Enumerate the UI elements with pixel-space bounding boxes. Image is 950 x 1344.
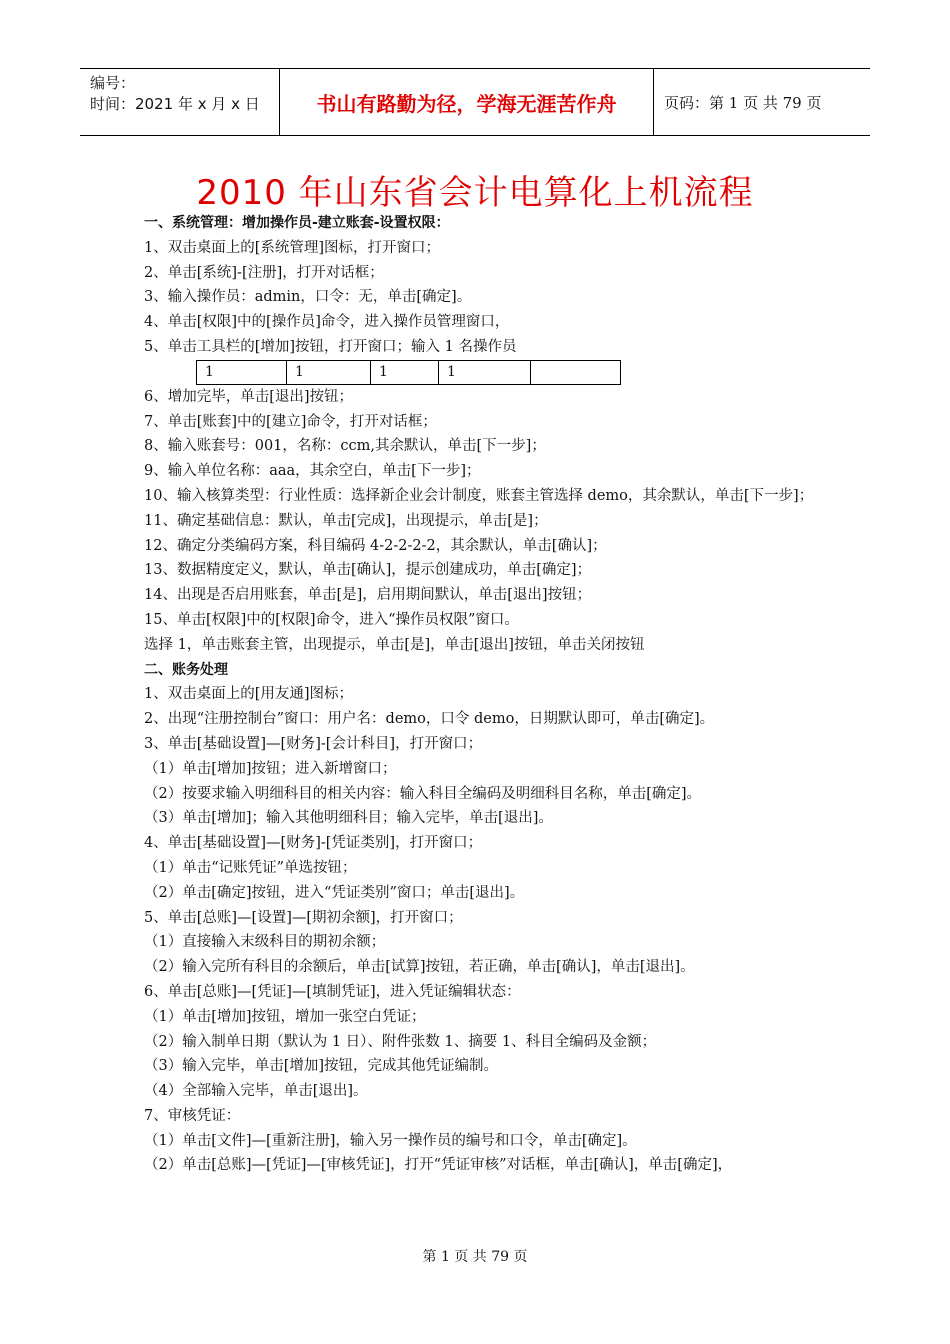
step-line: 1、双击桌面上的[系统管理]图标，打开窗口；	[144, 239, 441, 256]
step-line: （1）直接输入末级科目的期初余额；	[144, 934, 386, 951]
section1-steps-c	[144, 509, 824, 658]
step-line: 14、出现是否启用账套，单击[是]，启用期间默认，单击[退出]按钮；	[144, 587, 592, 604]
step-line: （1）单击[增加]按钮；进入新增窗口；	[144, 760, 397, 777]
step-line: 5、单击工具栏的[增加]按钮，打开窗口；输入 1 名操作员	[144, 338, 517, 355]
operator-table-cell: 1	[287, 360, 371, 384]
step-line: 4、单击[权限]中的[操作员]命令，进入操作员管理窗口，	[144, 314, 510, 331]
step-line: 5、单击[总账]—[设置]—[期初余额]，打开窗口；	[144, 909, 463, 926]
step-line: （2）单击[总账]—[凭证]—[审核凭证]，打开“凭证审核”对话框，单击[确认]，单击[确定]，	[144, 1157, 733, 1174]
step-line: 选择 1，单击账套主管，出现提示，单击[是]，单击[退出]按钮，单击关闭按钮	[144, 636, 645, 653]
step-line: （1）单击“记账凭证”单选按钮；	[144, 859, 357, 876]
step-line: 12、确定分类编码方案，科目编码 4-2-2-2-2，其余默认，单击[确认]；	[144, 537, 607, 554]
step-line: 11、确定基础信息：默认，单击[完成]，出现提示，单击[是]；	[144, 512, 548, 529]
step-line: 6、增加完毕，单击[退出]按钮；	[144, 388, 354, 405]
step-line: 8、输入账套号：001，名称：ccm,其余默认，单击[下一步]；	[144, 438, 546, 455]
step-line: 15、单击[权限]中的[权限]命令，进入“操作员权限”窗口。	[144, 611, 519, 628]
document-body	[144, 211, 824, 1178]
operator-table	[196, 360, 621, 385]
step-line: （4）全部输入完毕，单击[退出]。	[144, 1083, 368, 1100]
step-line: 9、输入单位名称：aaa，其余空白，单击[下一步]；	[144, 463, 481, 480]
section1-steps-b	[144, 385, 824, 484]
step-line: （2）输入完所有科目的余额后，单击[试算]按钮，若正确，单击[确认]，单击[退出]。	[144, 959, 695, 976]
step-line: 4、单击[基础设置]—[财务]-[凭证类别]，打开窗口；	[144, 835, 483, 852]
step-line: 6、单击[总账]—[凭证]—[填制凭证]，进入凭证编辑状态：	[144, 983, 521, 1000]
step-line: （3）单击[增加]；输入其他明细科目；输入完毕，单击[退出]。	[144, 810, 553, 827]
section2-heading: 二、账务处理	[144, 661, 228, 678]
step-line: 7、单击[账套]中的[建立]命令，打开对话框；	[144, 413, 437, 430]
time-label: 时间：2021 年 x 月 x 日	[90, 95, 260, 113]
operator-table-cell: 1	[439, 360, 531, 384]
header-page-number: 页码：第 1 页 共 79 页	[664, 93, 822, 112]
step-line: 13、数据精度定义，默认，单击[确认]，提示创建成功，单击[确定]；	[144, 562, 592, 579]
operator-table-cell: 1	[371, 360, 439, 384]
header-meta	[80, 69, 280, 135]
step-line: （3）输入完毕，单击[增加]按钮，完成其他凭证编制。	[144, 1058, 499, 1075]
step-line: （1）单击[增加]按钮，增加一张空白凭证；	[144, 1008, 426, 1025]
section2-steps	[144, 682, 824, 1178]
page-header	[80, 68, 870, 136]
code-label: 编号：	[90, 74, 136, 92]
operator-table-cell: 1	[197, 360, 287, 384]
step-line: （2）输入制单日期（默认为 1 日）、附件张数 1、摘要 1、科目全编码及金额；	[144, 1033, 657, 1050]
operator-table-cell	[531, 360, 621, 384]
step-line: 2、单击[系统]-[注册]，打开对话框；	[144, 264, 384, 281]
document-title: 2010 年山东省会计电算化上机流程	[196, 173, 754, 213]
page-footer: 第 1 页 共 79 页	[422, 1249, 528, 1265]
step-line: 3、输入操作员：admin，口令：无，单击[确定]。	[144, 289, 472, 306]
header-motto: 书山有路勤为径，学海无涯苦作舟	[280, 69, 654, 135]
operator-table-row	[197, 360, 621, 384]
section1-heading: 一、系统管理：增加操作员-建立账套-设置权限：	[144, 215, 450, 231]
step-line: 3、单击[基础设置]—[财务]-[会计科目]，打开窗口；	[144, 735, 483, 752]
section1-step-10: 10、输入核算类型：行业性质：选择新企业会计制度，账套主管选择 demo，其余默认，单击[下一步]；	[144, 487, 814, 504]
step-line: 7、审核凭证：	[144, 1107, 241, 1124]
step-line: 1、双击桌面上的[用友通]图标；	[144, 686, 354, 703]
section1-steps-a	[144, 236, 824, 360]
step-line: （2）单击[确定]按钮，进入“凭证类别”窗口；单击[退出]。	[144, 884, 525, 901]
step-line: 2、出现“注册控制台”窗口：用户名：demo，口令 demo，日期默认即可，单击[确定]。	[144, 711, 715, 728]
step-line: （2）按要求输入明细科目的相关内容：输入科目全编码及明细科目名称，单击[确定]。	[144, 785, 702, 802]
step-line: （1）单击[文件]—[重新注册]，输入另一操作员的编号和口令，单击[确定]。	[144, 1132, 637, 1149]
